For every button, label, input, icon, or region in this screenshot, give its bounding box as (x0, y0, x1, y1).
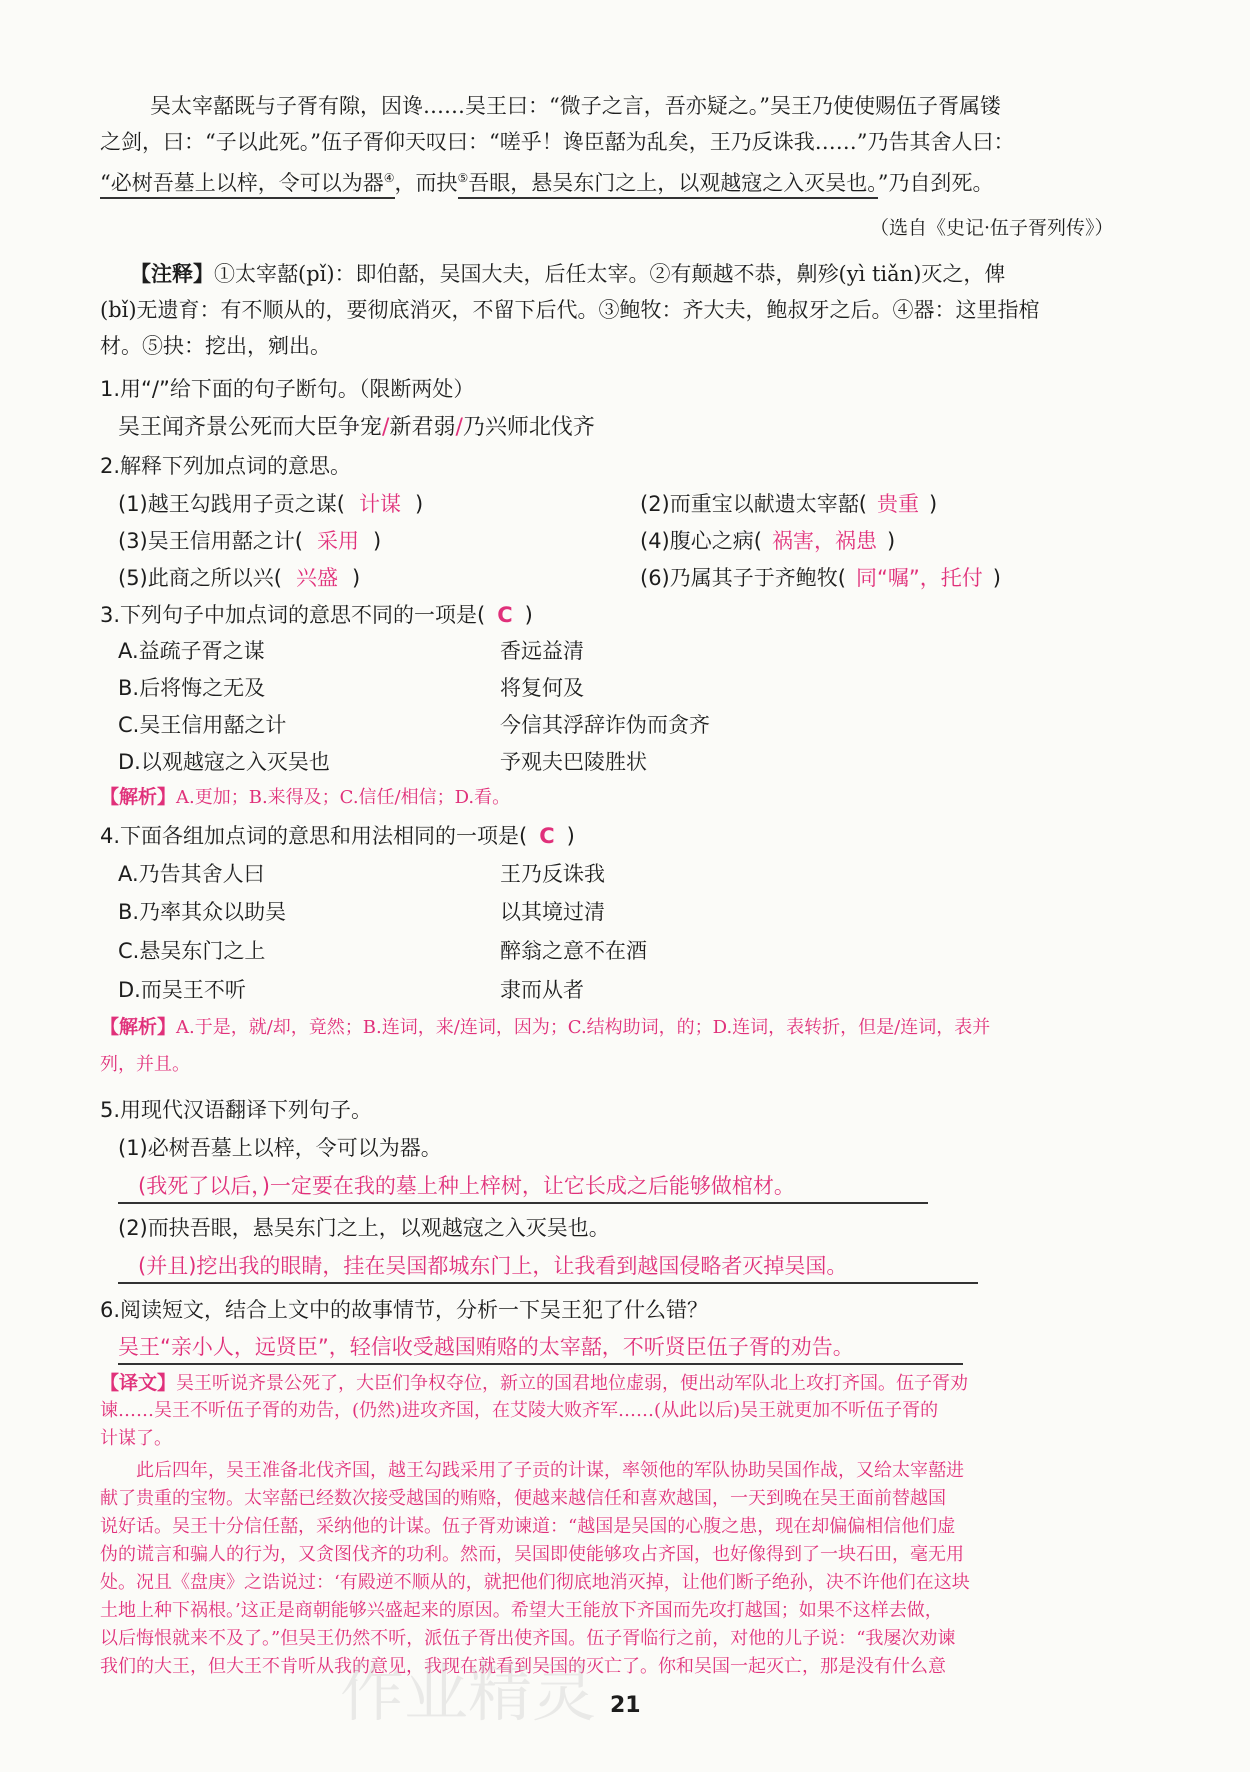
q1-stem: 1.用“/”给下面的句子断句。（限断两处） (100, 377, 475, 401)
q3-option-d-right: 予观夫巴陵胜状 (500, 750, 647, 774)
translation-line-11: 我们的大王，但大王不肯听从我的意见，我现在就看到吴国的灭亡了。你和吴国一起灭亡，那是没有什么意 (100, 1656, 946, 1677)
q4-option-a-right: 王乃反诛我 (500, 862, 605, 886)
translation-line-8: 处。况且《盘庚》之诰说过：‘有殿逆不顺从的，就把他们彻底地消灭掉，让他们断子绝孙，决不许他们在这块 (100, 1572, 970, 1593)
q2-stem: 2.解释下列加点词的意思。 (100, 454, 352, 478)
q4-option-a-left: A.乃告其舍人曰 (118, 862, 265, 886)
q4-option-b-left: B.乃率其众以助吴 (118, 900, 287, 924)
translation-line-3: 计谋了。 (100, 1428, 172, 1449)
q3-option-a-left: A.益疏子胥之谋 (118, 639, 265, 663)
notes-line-3: 材。⑤抉：挖出，剜出。 (100, 334, 331, 358)
q4-option-d-left: D.而吴王不听 (118, 978, 246, 1002)
q2-item-6: (6)乃属其子于齐鲍牧( 同“嘱”，托付 ) (640, 566, 1001, 590)
q2-item-1: (1)越王勾践用子贡之谋( 计谋 ) (118, 492, 424, 516)
q4-option-b-right: 以其境过清 (500, 900, 605, 924)
passage-line-1: 吴太宰嚭既与子胥有隙，因谗……吴王曰：“微子之言，吾亦疑之。”吴王乃使使赐伍子胥属镂 (150, 94, 1001, 118)
q2-item-2: (2)而重宝以献遗太宰嚭( 贵重 ) (640, 492, 938, 516)
translation-line-6: 说好话。吴王十分信任嚭，采纳他的计谋。伍子胥劝谏道：“越国是吴国的心腹之患，现在却偏偏相信他们虚 (100, 1516, 956, 1537)
q5-sentence-2: (2)而抉吾眼，悬吴东门之上，以观越寇之入灭吴也。 (118, 1216, 610, 1240)
q3-option-b-left: B.后将悔之无及 (118, 676, 266, 700)
passage-line-2: 之剑，曰：“子以此死。”伍子胥仰天叹曰：“嗟乎！谗臣嚭为乱矣，王乃反诛我……”乃告其舍人曰： (100, 130, 1015, 154)
page-number: 21 (610, 1693, 641, 1718)
notes-line-2: (bǐ)无遗育：有不顺从的，要彻底消灭，不留下后代。③鲍牧：齐大夫，鲍叔牙之后。④器：这里指棺 (100, 298, 1040, 322)
watermark: 作业精灵 (340, 1657, 596, 1731)
underlined-sentence-2: ⑤吾眼，悬吴东门之上，以观越寇之入灭吴也。 (458, 171, 878, 199)
q3-stem: 3.下列句子中加点词的意思不同的一项是( C ) (100, 603, 533, 627)
q3-option-c-right: 今信其浮辞诈伪而贪齐 (500, 713, 710, 737)
q1-sentence: 吴王闻齐景公死而大臣争宠/新君弱/乃兴师北伐齐 (118, 415, 595, 440)
q3-option-d-left: D.以观越寇之入灭吴也 (118, 750, 330, 774)
translation-line-1: 【译文】吴王听说齐景公死了，大臣们争权夺位，新立的国君地位虚弱，便出动军队北上攻打齐国。伍子胥劝 (100, 1372, 969, 1394)
source-citation: （选自《史记·伍子胥列传》） (870, 217, 1114, 239)
translation-line-9: 土地上种下祸根。’这正是商朝能够兴盛起来的原因。希望大王能放下齐国而先攻打越国；如果不这样去做， (100, 1600, 943, 1621)
q5-sentence-1: (1)必树吾墓上以梓，令可以为器。 (118, 1136, 442, 1160)
q5-answer-2: (并且)挖出我的眼睛，挂在吴国都城东门上，让我看到越国侵略者灭掉吴国。 (138, 1254, 848, 1278)
translation-line-5: 献了贵重的宝物。太宰嚭已经数次接受越国的贿赂，便越来越信任和喜欢越国，一天到晚在吴王面前替越国 (100, 1488, 946, 1509)
q3-option-a-right: 香远益清 (500, 639, 584, 663)
q4-stem: 4.下面各组加点词的意思和用法相同的一项是( C ) (100, 824, 575, 848)
q4-option-c-right: 醉翁之意不在酒 (500, 939, 647, 963)
q3-option-b-right: 将复何及 (500, 676, 584, 700)
q6-answer-line (118, 1363, 963, 1365)
passage-line-3: “必树吾墓上以梓，令可以为器④，而抉⑤吾眼，悬吴东门之上，以观越寇之入灭吴也。”乃自刭死。 (100, 164, 994, 197)
q5-answer-1: (我死了以后，)一定要在我的墓上种上梓树，让它长成之后能够做棺材。 (138, 1174, 795, 1198)
q4-analysis-line-2: 列，并且。 (100, 1054, 190, 1075)
translation-line-4: 此后四年，吴王准备北伐齐国，越王勾践采用了子贡的计谋，率领他的军队协助吴国作战，又给太宰嚭进 (136, 1460, 964, 1481)
q6-stem: 6.阅读短文，结合上文中的故事情节，分析一下吴王犯了什么错？ (100, 1298, 709, 1322)
q2-item-5: (5)此商之所以兴( 兴盛 ) (118, 566, 361, 590)
q5-answer-1-line (118, 1202, 928, 1204)
q4-option-c-left: C.悬吴东门之上 (118, 939, 266, 963)
q3-analysis: 【解析】A.更加；B.来得及；C.信任/相信；D.看。 (100, 786, 511, 808)
q4-analysis-line-1: 【解析】A.于是，就/却，竟然；B.连词，来/连词，因为；C.结构助词，的；D.连词，表转折，但是/连词，表并 (100, 1016, 991, 1038)
q2-item-3: (3)吴王信用嚭之计( 采用 ) (118, 529, 382, 553)
notes-line-1: 【注释】①太宰嚭(pǐ)：即伯嚭，吴国大夫，后任太宰。②有颠越不恭，劓殄(yì tiǎn)灭之，俾 (130, 262, 1006, 286)
translation-line-7: 伪的谎言和骗人的行为，又贪图伐齐的功利。然而，吴国即使能够攻占齐国，也好像得到了一块石田，毫无用 (100, 1544, 964, 1565)
translation-line-2: 谏……吴王不听伍子胥的劝告，(仍然)进攻齐国，在艾陵大败齐军……(从此以后)吴王就更加不听伍子胥的 (100, 1400, 939, 1421)
q6-answer: 吴王“亲小人，远贤臣”，轻信收受越国贿赂的太宰嚭，不听贤臣伍子胥的劝告。 (118, 1335, 854, 1359)
q3-option-c-left: C.吴王信用嚭之计 (118, 713, 287, 737)
underlined-sentence-1: “必树吾墓上以梓，令可以为器④ (100, 171, 395, 199)
q5-stem: 5.用现代汉语翻译下列句子。 (100, 1098, 373, 1122)
q2-item-4: (4)腹心之病( 祸害，祸患 ) (640, 529, 896, 553)
q5-answer-2-line (118, 1282, 978, 1284)
translation-line-10: 以后悔恨就来不及了。”但吴王仍然不听，派伍子胥出使齐国。伍子胥临行之前，对他的儿子说：“我屡次劝谏 (100, 1628, 956, 1649)
q4-option-d-right: 隶而从者 (500, 978, 584, 1002)
